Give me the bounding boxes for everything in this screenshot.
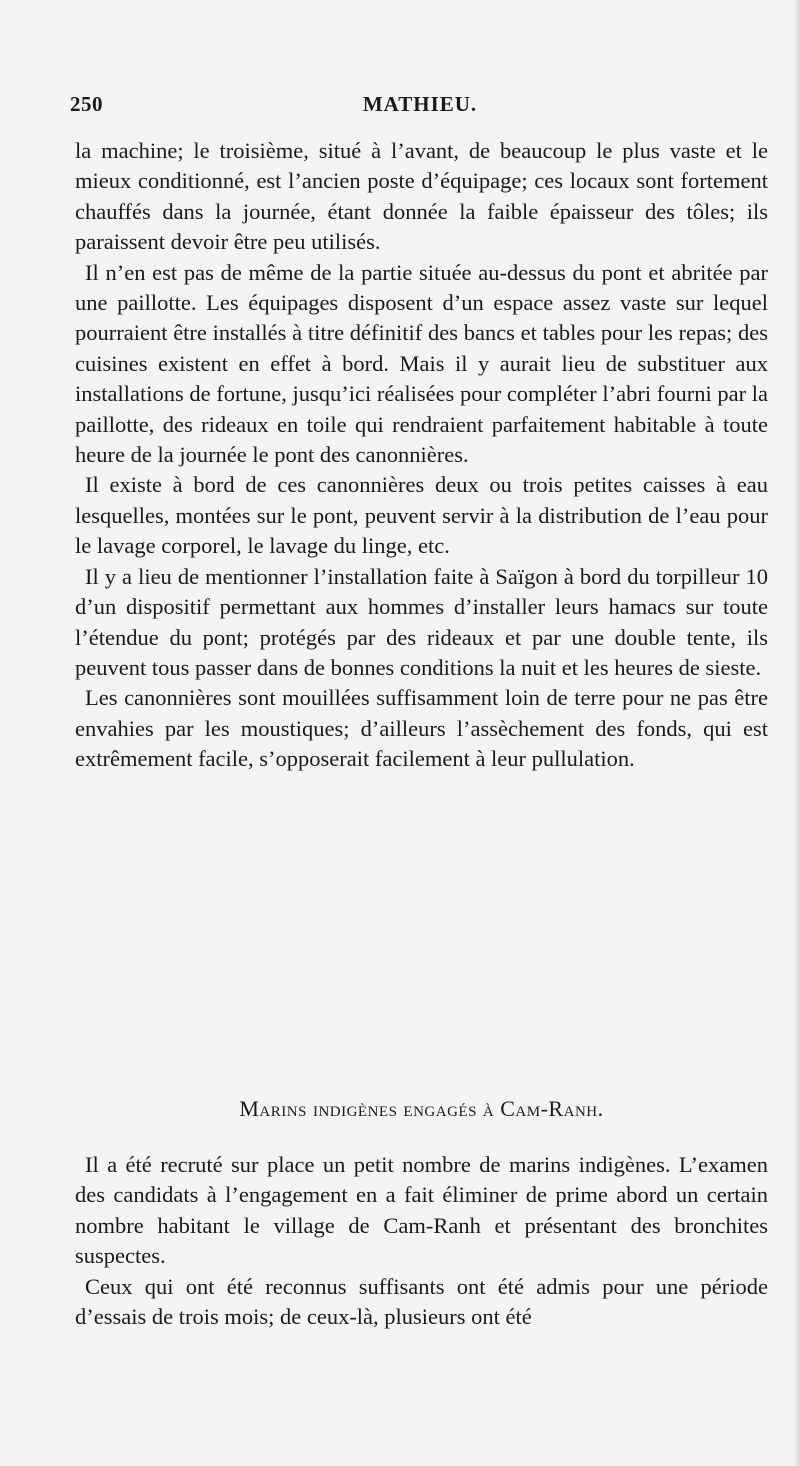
page-number: 250 <box>70 92 103 116</box>
paragraph: la machine; le troisième, situé à l’avant, de beaucoup le plus vaste et le mieux conditionné, est l’ancien poste d’équipage; ces locaux sont fortement chauffés dans la journée, étant donnée la faible épaisseur des tôles; ils paraissent devoir être peu utilisés. <box>75 138 768 255</box>
paragraph: Il n’en est pas de même de la partie située au-dessus du pont et abritée par une paillotte. Les équipages disposent d’un espace assez vaste sur lequel pourraient être installés à titre définitif des bancs et tables pour les repas; des cuisines existent en effet à bord. Mais il y aurait lieu de substituer aux installations de fortune, jusqu’ici réalisées pour compléter l’abri fourni par la paillotte, des rideaux en toile qui rendraient parfaitement habitable à toute heure de la journée le pont des canonnières. <box>75 259 768 468</box>
page-edge-shadow <box>794 0 800 1466</box>
section-body-text <box>75 1150 768 1332</box>
section-heading: Marins indigènes engagés à Cam-Ranh. <box>239 1096 604 1121</box>
paragraph: Il a été recruté sur place un petit nombre de marins indigènes. L’examen des candidats à l’engagement en a fait éliminer de prime abord un certain nombre habitant le village de Cam-Ranh et présentant des bronchites suspectes. <box>75 1152 768 1269</box>
running-head: MATHIEU. <box>362 92 478 116</box>
paragraph: Il existe à bord de ces canonnières deux ou trois petites caisses à eau lesquelles, montées sur le pont, peuvent servir à la distribution de l’eau pour le lavage corporel, le lavage du linge, etc. <box>75 472 768 559</box>
paragraph: Les canonnières sont mouillées suffisamment loin de terre pour ne pas être envahies par les moustiques; d’ailleurs l’assèchement des fonds, qui est extrêmement facile, s’opposerait facilement à leur pullulation. <box>75 685 768 772</box>
body-text <box>75 136 768 775</box>
paragraph: Il y a lieu de mentionner l’installation faite à Saïgon à bord du torpilleur 10 d’un dispositif permettant aux hommes d’installer leurs hamacs sur toute l’étendue du pont; protégés par des rideaux et par une double tente, ils peuvent tous passer dans de bonnes conditions la nuit et les heures de sieste. <box>75 563 768 680</box>
page-header <box>70 92 770 124</box>
paragraph: Ceux qui ont été reconnus suffisants ont été admis pour une période d’essais de trois mois; de ceux-là, plusieurs ont été <box>75 1273 768 1330</box>
